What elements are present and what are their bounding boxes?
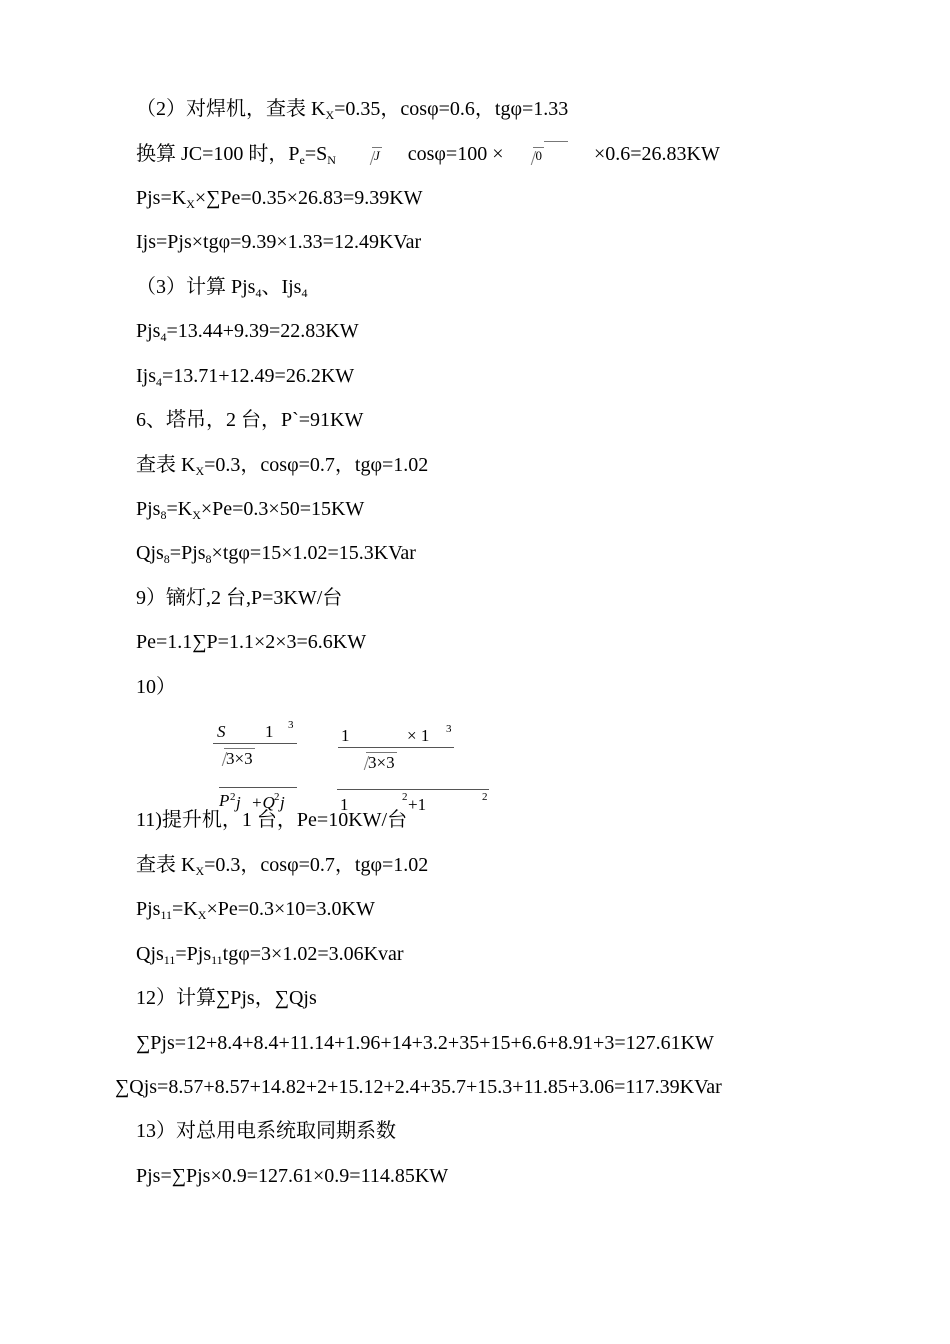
line-lamp: 9）镝灯,2 台,P=3KW/台	[136, 587, 343, 609]
line-ijs-duihanji: Ijs=Pjs×tgφ=9.39×1.33=12.49KVar	[136, 231, 422, 253]
formula-left-one: 1	[265, 722, 274, 741]
line-calc-pjs4-heading: （3）计算 Pjs$_4$、Ijs$_4$	[136, 276, 308, 300]
formula-lower-right-one: 1	[340, 795, 349, 814]
formula-lower-right-plus-one: +1	[408, 795, 427, 814]
line-lamp-pe: Pe=1.1∑P=1.1×2×3=6.6KW	[136, 631, 367, 653]
line-item-10: 10）	[136, 676, 176, 698]
line-pjs11: $Pjs_{11}=K_X\times Pe=0.3\times 10=3.0KW$	[136, 898, 375, 922]
sqrt-jc-symbol: J	[362, 142, 382, 168]
formula-lower-right-bar	[337, 789, 489, 790]
line-ijs4: Ijs$_4$=13.71+12.49=26.2KW	[136, 365, 355, 389]
formula-right-times-one: × 1	[407, 726, 430, 745]
line-sum-heading: 12）计算∑Pjs，∑Qjs	[136, 987, 317, 1009]
formula-right-sup: 3	[446, 723, 452, 735]
line-tower-crane: 6、塔吊，2 台，P`=91KW	[136, 409, 364, 431]
formula-left-sup: 3	[288, 719, 294, 731]
formula-left-denominator: 3×3	[214, 749, 255, 769]
line-total-pjs: Pjs=∑Pjs×0.9=127.61×0.9=114.85KW	[136, 1165, 449, 1187]
formula-lower-left-plus-q: +Q	[251, 793, 275, 812]
formula-lower-left-j2: j	[280, 793, 285, 812]
formula-lower-right-sup1: 2	[402, 791, 408, 803]
line-qjs11: Qjs$_{11}$=Pjs$_{11}$tgφ=3×1.02=3.06Kvar	[136, 943, 404, 967]
line-jc-conversion: 换算 JC=100 时，$P_e=S_N$ J cosφ=100 × 0 ×0.6=26.83KW	[136, 143, 720, 167]
line-pjs4: Pjs$_4$=13.44+9.39=22.83KW	[136, 320, 359, 344]
formula-lower-right-sup2: 2	[482, 791, 488, 803]
line-simultaneity-heading: 13）对总用电系统取同期系数	[136, 1120, 396, 1142]
formula-left-fraction-bar	[213, 743, 297, 744]
formula-lower-left-j1: j	[236, 793, 241, 812]
formula-right-one: 1	[341, 726, 350, 745]
formula-left-s: S	[217, 722, 226, 741]
line-qjs8: Qjs$_8$=Pjs$_8$×tgφ=15×1.02=15.3KVar	[136, 542, 416, 566]
sqrt-jc-value: 0	[523, 141, 568, 168]
line-sum-qjs: ∑Qjs=8.57+8.57+14.82+2+15.12+2.4+35.7+15.3+11.85+3.06=117.39KVar	[115, 1076, 722, 1098]
formula-lower-left-bar	[219, 787, 297, 788]
line-hoist-lookup: 查表 $K_X=0.3$，cosφ=0.7，tgφ=1.02	[136, 854, 429, 878]
line-sum-pjs: ∑Pjs=12+8.4+8.4+11.14+1.96+14+3.2+35+15+6.6+8.91+3=127.61KW	[136, 1032, 714, 1054]
formula-lower-left-sup1: 2	[230, 791, 236, 803]
line-hoist: 11)提升机，1 台，Pe=10KW/台	[136, 809, 408, 831]
formula-right-denominator: 3×3	[356, 753, 397, 773]
formula-lower-left-p: P	[219, 791, 230, 810]
line-crane-lookup: 查表 $K_X=0.3$，cosφ=0.7，tgφ=1.02	[136, 454, 429, 478]
line-duihanji-lookup: （2）对焊机，查表 $K_X=0.35$，cosφ=0.6，tgφ=1.33	[136, 98, 569, 122]
formula-lower-left-sup2: 2	[274, 791, 280, 803]
formula-right-fraction-bar	[338, 747, 454, 748]
line-pjs-duihanji: $Pjs=K_X\times\sum Pe=0.35\times 26.83=9.39KW$	[136, 187, 423, 211]
line-pjs8: $Pjs_8=K_X\times Pe=0.3\times 50=15KW$	[136, 498, 365, 522]
